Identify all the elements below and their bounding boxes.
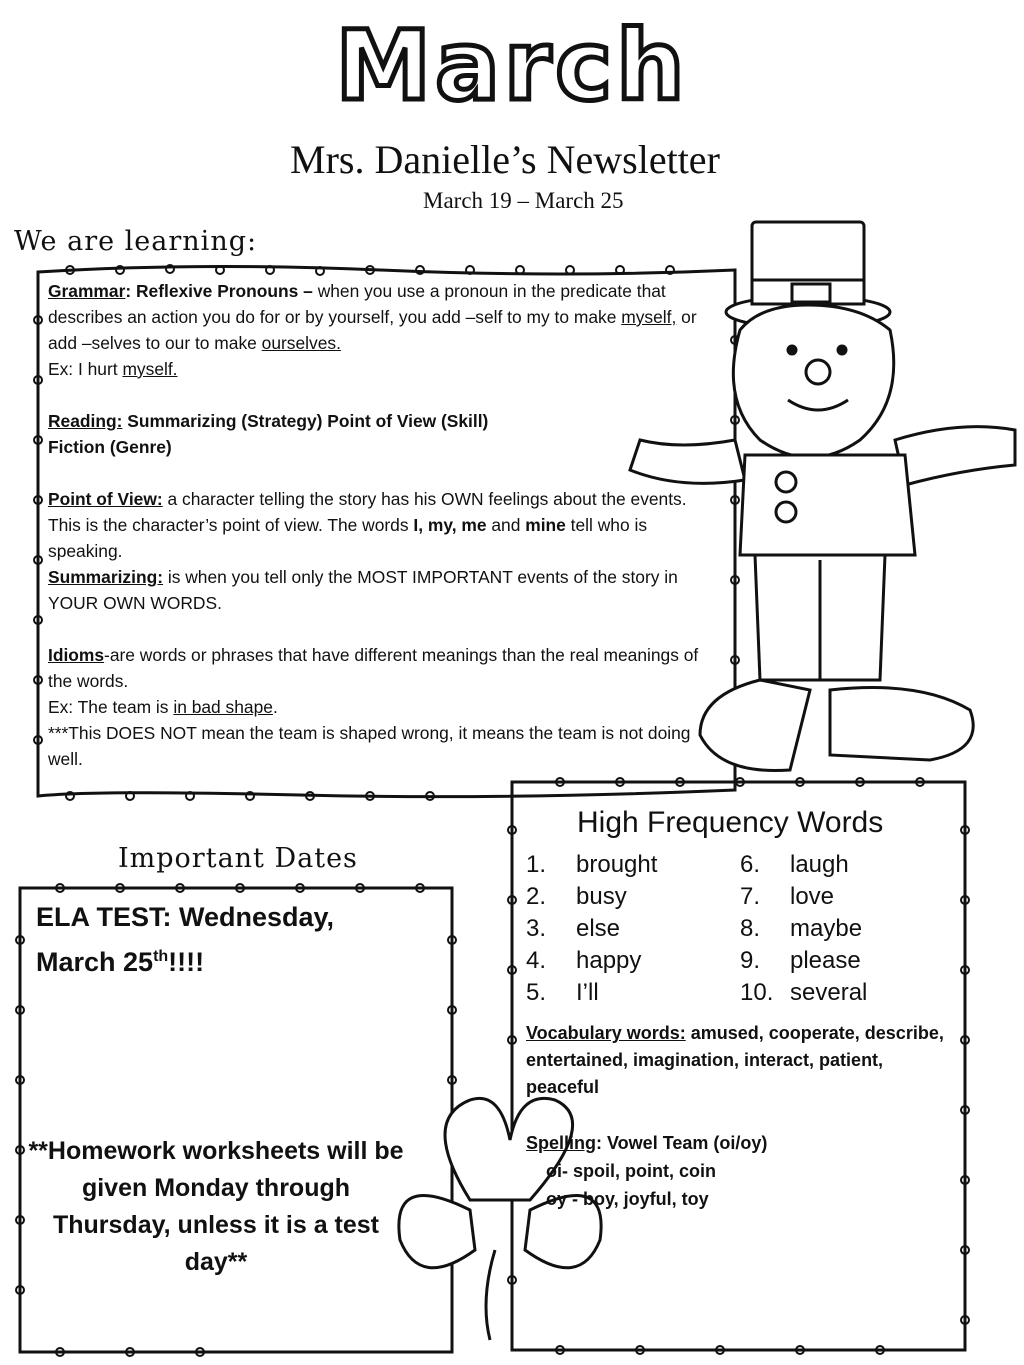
grammar-desc-2: or add –selves to our to make — [48, 307, 697, 353]
hfw-word: happy — [576, 947, 642, 974]
hfw-num: 9. — [740, 947, 761, 974]
grammar-word-1: myself, — [621, 307, 677, 327]
important-dates-heading: Important Dates — [118, 843, 358, 874]
hfw-num: 1. — [526, 851, 547, 878]
learning-heading: We are learning: — [14, 226, 258, 257]
idioms-label: Idioms — [48, 645, 105, 665]
hfw-num: 6. — [740, 851, 761, 878]
spelling-block — [526, 1129, 956, 1213]
hfw-item — [740, 945, 940, 977]
grammar-word-2: ourselves. — [261, 333, 341, 353]
vocabulary-words: amused, cooperate, describe, entertained, imagination, interact, patient, peaceful — [526, 1023, 944, 1097]
idioms-example-prefix: Ex: The team is — [48, 697, 169, 717]
ela-test-line2: March 25 — [36, 947, 154, 977]
hfw-word: laugh — [790, 851, 849, 878]
hfw-num: 5. — [526, 979, 547, 1006]
hfw-item — [526, 849, 726, 881]
grammar-paragraph — [48, 278, 716, 356]
pov-words: I, my, me — [413, 515, 487, 535]
hfw-num: 3. — [526, 915, 547, 942]
hfw-num: 2. — [526, 883, 547, 910]
hfw-item — [526, 881, 726, 913]
summarizing-label: Summarizing: — [48, 567, 163, 587]
hfw-item — [526, 913, 726, 945]
pov-paragraph — [48, 486, 716, 564]
hfw-word: please — [790, 947, 861, 974]
ela-test-end: !!!! — [168, 947, 205, 977]
homework-note: **Homework worksheets will be given Monday through Thursday, unless it is a test day** — [28, 1137, 404, 1276]
summarizing-paragraph — [48, 564, 716, 616]
hfw-item — [740, 913, 940, 945]
learning-content — [48, 278, 716, 772]
idioms-example-phrase: in bad shape — [173, 697, 273, 717]
hfw-title: High Frequency Words — [577, 806, 884, 839]
hfw-word: else — [576, 915, 621, 942]
ela-test-sup: th — [153, 948, 169, 965]
pov-label: Point of View: — [48, 489, 163, 509]
hfw-word: maybe — [790, 915, 863, 942]
hfw-item — [740, 881, 940, 913]
hfw-num: 8. — [740, 915, 761, 942]
hfw-word: several — [790, 979, 868, 1006]
idioms-desc: -are words or phrases that have different meanings than the real meanings of the words. — [48, 645, 699, 691]
pov-mine: mine — [525, 515, 566, 535]
hfw-item — [526, 977, 726, 1009]
vocabulary-block — [526, 1020, 956, 1101]
hfw-word: love — [790, 883, 835, 910]
hfw-item — [740, 849, 940, 881]
grammar-example — [48, 356, 716, 382]
ela-test-line2-wrap — [36, 937, 436, 982]
month-title: March — [335, 10, 689, 122]
idioms-note: ***This DOES NOT mean the team is shaped wrong, it means the team is not doing well. — [48, 723, 691, 769]
vocabulary-label: Vocabulary words: — [526, 1023, 686, 1043]
newsletter-title: Mrs. Danielle’s Newsletter — [290, 137, 720, 182]
idioms-example-end: . — [272, 697, 278, 717]
pov-desc: a character telling the story has his OWN feelings about the events. This is the character’s point of view. The words — [48, 489, 687, 535]
summarizing-desc: is when you tell only the MOST IMPORTANT events of the story in YOUR OWN WORDS. — [48, 567, 678, 613]
spelling-header — [526, 1129, 956, 1157]
grammar-colon: : — [125, 281, 132, 301]
hfw-word: brought — [576, 851, 658, 878]
grammar-topic: Reflexive Pronouns – — [135, 281, 313, 301]
spelling-label: Spelling — [526, 1133, 597, 1153]
spelling-topic: : Vowel Team (oi/oy) — [596, 1133, 768, 1153]
hfw-word: I’ll — [576, 979, 599, 1006]
pov-and: and — [491, 515, 521, 535]
hfw-item — [526, 945, 726, 977]
hfw-item — [740, 977, 940, 1009]
idioms-example — [48, 694, 716, 720]
grammar-desc-1: when you use a pronoun in the predicate that describes an action you do for or by yourself, you add –self to my to make — [48, 281, 666, 327]
ela-test-line1: ELA TEST: Wednesday, — [36, 902, 335, 932]
reading-topics: Summarizing (Strategy) Point of View (Skill) — [127, 411, 489, 431]
hfw-num: 4. — [526, 947, 547, 974]
grammar-label: Grammar — [48, 281, 126, 301]
spelling-oi-line: oi- spoil, point, coin — [546, 1161, 716, 1181]
grammar-example-prefix: Ex: I hurt — [48, 359, 118, 379]
pov-end: tell who is speaking. — [48, 515, 648, 561]
ela-test-notice — [36, 897, 436, 982]
hfw-word: busy — [576, 883, 627, 910]
spelling-oy-line: oy - boy, joyful, toy — [546, 1189, 709, 1209]
reading-genre: Fiction (Genre) — [48, 437, 172, 457]
hfw-num: 10. — [740, 979, 774, 1006]
grammar-example-word: myself. — [122, 359, 178, 379]
reading-paragraph — [48, 408, 716, 434]
idioms-paragraph — [48, 642, 716, 694]
hfw-num: 7. — [740, 883, 761, 910]
date-range: March 19 – March 25 — [423, 188, 624, 213]
reading-label: Reading: — [48, 411, 123, 431]
